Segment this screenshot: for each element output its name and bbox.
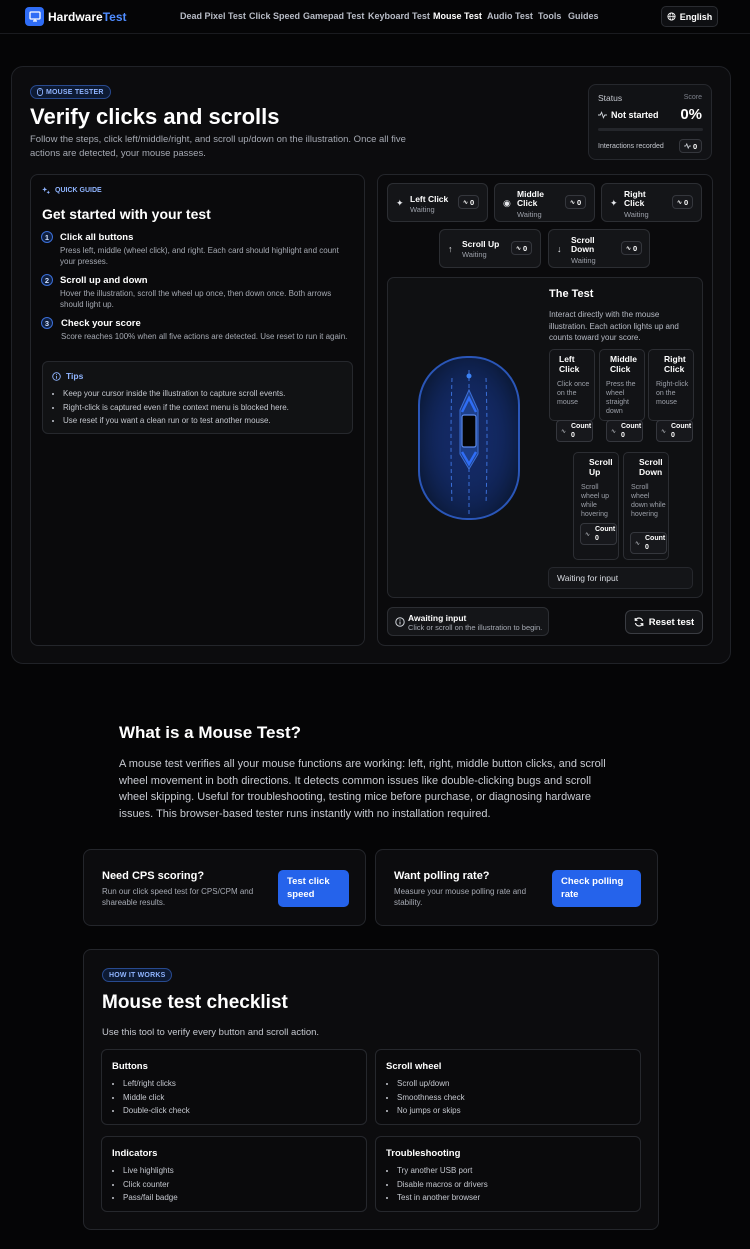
cta-desc: Run our click speed test for CPS/CPM and shareable results. bbox=[102, 887, 254, 907]
activity-icon bbox=[598, 111, 607, 119]
tips-title: Tips bbox=[66, 371, 84, 381]
checklist-item: • Disable macros or drivers bbox=[397, 1178, 488, 1192]
badge-label: MOUSE TESTER bbox=[46, 88, 104, 96]
test-card-desc: Right-click on the mouse bbox=[656, 381, 689, 406]
checklist-items bbox=[123, 1164, 178, 1205]
nav-guides[interactable]: Guides bbox=[568, 11, 599, 21]
activity-icon: ∿ bbox=[570, 199, 576, 206]
activity-icon bbox=[684, 143, 691, 149]
nav-keyboard-test[interactable]: Keyboard Test bbox=[368, 11, 430, 21]
test-card-desc: Scroll wheel up while hovering bbox=[581, 484, 610, 518]
awaiting-title: Awaiting input bbox=[408, 613, 467, 623]
interactions-count bbox=[679, 139, 702, 153]
badge-label: HOW IT WORKS bbox=[109, 971, 166, 979]
test-description: Interact directly with the mouse illustration. Each action lights up and counts toward your score. bbox=[549, 310, 679, 343]
checklist-items bbox=[397, 1164, 488, 1205]
info-icon bbox=[395, 617, 405, 627]
test-card-desc: Click once on the mouse bbox=[557, 381, 590, 406]
checklist-subtitle: Use this tool to verify every button and scroll action. bbox=[102, 1027, 320, 1038]
test-card-title: Left Click bbox=[559, 354, 580, 374]
tip-item: • Right-click is captured even if the context menu is blocked here. bbox=[63, 401, 348, 415]
checklist-item: • Try another USB port bbox=[397, 1164, 488, 1178]
refresh-icon bbox=[634, 617, 644, 627]
step-title: Check your score bbox=[61, 318, 141, 329]
step-description: Hover the illustration, scroll the wheel up once, then down once. Both arrows should light up. bbox=[60, 289, 332, 309]
test-card-count bbox=[606, 420, 643, 442]
test-card-desc: Press the wheel straight down bbox=[606, 381, 636, 415]
action-label: Scroll Up bbox=[462, 239, 500, 249]
checklist-item: • Live highlights bbox=[123, 1164, 178, 1178]
action-count bbox=[511, 241, 532, 255]
cta-title: Need CPS scoring? bbox=[102, 870, 205, 882]
awaiting-desc: Click or scroll on the illustration to begin. bbox=[408, 623, 543, 632]
status-state bbox=[598, 110, 659, 120]
pointer-click-icon: ✦ bbox=[610, 198, 618, 208]
quick-guide-badge bbox=[42, 186, 102, 195]
checklist-title: Mouse test checklist bbox=[102, 992, 288, 1013]
checklist-item: • No jumps or skips bbox=[397, 1104, 465, 1118]
status-card bbox=[588, 84, 712, 160]
checklist-card-title: Scroll wheel bbox=[386, 1061, 442, 1072]
test-card-title: Middle Click bbox=[610, 354, 637, 374]
cta-card-cps bbox=[83, 849, 366, 926]
step-description: Score reaches 100% when all five actions are detected. Use reset to run it again. bbox=[61, 332, 348, 341]
checklist-item: • Click counter bbox=[123, 1178, 178, 1192]
checklist-items bbox=[123, 1077, 190, 1118]
about-body: A mouse test verifies all your mouse functions are working: left, right, middle button clicks, and scroll wheel movement in both directions. It detects common issues like double-clicking bugs and scroll wheel skipping. Useful for troubleshooting, testing mice before purchase, or diagnosing hardware issues. This browser-based tester runs instantly with no installation required. bbox=[119, 758, 606, 820]
activity-icon: ∿ bbox=[516, 245, 522, 252]
count-label: Count bbox=[571, 423, 592, 430]
test-card-left-click bbox=[549, 349, 595, 421]
action-card-scroll-down bbox=[548, 229, 650, 268]
count-value: 0 bbox=[621, 432, 625, 439]
action-state: Waiting bbox=[624, 210, 649, 219]
language-selector[interactable] bbox=[661, 6, 718, 27]
checklist-item: • Middle click bbox=[123, 1091, 190, 1105]
test-card-count bbox=[580, 523, 617, 545]
brand-logo[interactable] bbox=[48, 10, 127, 24]
test-card-middle-click bbox=[599, 349, 645, 421]
checklist-item: • Left/right clicks bbox=[123, 1077, 190, 1091]
tips-box bbox=[42, 361, 353, 434]
nav-audio-test[interactable]: Audio Test bbox=[487, 11, 533, 21]
nav-dead-pixel-test[interactable]: Dead Pixel Test bbox=[180, 11, 246, 21]
action-state: Waiting bbox=[410, 205, 435, 214]
cta-desc: Measure your mouse polling rate and stability. bbox=[394, 887, 527, 907]
action-count bbox=[672, 195, 693, 209]
nav-mouse-test[interactable]: Mouse Test bbox=[433, 11, 482, 21]
checklist-card-buttons bbox=[101, 1049, 367, 1125]
quick-guide-badge-label: QUICK GUIDE bbox=[55, 187, 102, 194]
checklist-card-troubleshooting bbox=[375, 1136, 641, 1212]
info-icon bbox=[52, 372, 61, 381]
how-it-works-badge bbox=[102, 968, 172, 982]
brand-name-accent: Test bbox=[102, 10, 127, 24]
action-count-value: 0 bbox=[523, 243, 528, 253]
step-description: Press left, middle (wheel click), and right. Each card should highlight and count your presses. bbox=[60, 246, 339, 266]
activity-icon: ∿ bbox=[626, 245, 632, 252]
checklist-item: • Double-click check bbox=[123, 1104, 190, 1118]
action-card-right-click bbox=[601, 183, 702, 222]
top-navigation-bar bbox=[0, 0, 750, 34]
score-label: Score bbox=[683, 94, 702, 101]
count-value: 0 bbox=[671, 432, 675, 439]
checklist-card-title: Indicators bbox=[112, 1148, 158, 1159]
action-count-value: 0 bbox=[577, 197, 582, 207]
activity-icon: ∿ bbox=[585, 532, 591, 538]
nav-gamepad-test[interactable]: Gamepad Test bbox=[303, 11, 365, 21]
cta-title: Want polling rate? bbox=[394, 870, 490, 882]
count-value: 0 bbox=[571, 432, 575, 439]
action-label: Middle Click bbox=[517, 189, 544, 208]
test-card-right-click bbox=[648, 349, 694, 421]
test-card-title: Right Click bbox=[664, 354, 686, 374]
circle-dot-icon: ◉ bbox=[503, 198, 511, 208]
guide-title: Get started with your test bbox=[42, 206, 211, 222]
arrow-down-icon: ↓ bbox=[557, 244, 562, 254]
count-value: 0 bbox=[595, 535, 599, 542]
count-label: Count bbox=[645, 535, 666, 542]
mouse-icon bbox=[37, 88, 43, 96]
tips-header bbox=[52, 371, 83, 381]
check-polling-rate-button[interactable]: Check polling rate bbox=[552, 870, 641, 907]
activity-icon: ∿ bbox=[463, 199, 469, 206]
tip-item: • Use reset if you want a clean run or to test another mouse. bbox=[63, 414, 348, 428]
action-count bbox=[565, 195, 586, 209]
action-label: Left Click bbox=[410, 194, 449, 204]
checklist-card-title: Troubleshooting bbox=[386, 1148, 461, 1159]
action-count-value: 0 bbox=[633, 243, 638, 253]
monitor-icon[interactable] bbox=[25, 7, 44, 26]
action-card-scroll-up bbox=[439, 229, 541, 268]
count-value: 0 bbox=[645, 544, 649, 551]
test-card-title: Scroll Up bbox=[589, 457, 613, 477]
mouse-illustration[interactable] bbox=[416, 354, 522, 522]
status-state-text: Not started bbox=[611, 110, 659, 120]
action-state: Waiting bbox=[517, 210, 542, 219]
checklist-item: • Scroll up/down bbox=[397, 1077, 465, 1091]
test-card-title: Scroll Down bbox=[639, 457, 663, 477]
action-count bbox=[458, 195, 479, 209]
language-label: English bbox=[679, 11, 713, 22]
activity-icon: ∿ bbox=[661, 429, 667, 435]
action-card-middle-click bbox=[494, 183, 595, 222]
score-progress-bar bbox=[598, 128, 703, 131]
step-number: 1 bbox=[41, 231, 53, 243]
activity-icon: ∿ bbox=[611, 429, 617, 435]
brand-name: Hardware bbox=[48, 10, 103, 24]
interactions-label: Interactions recorded bbox=[598, 143, 664, 150]
action-count-value: 0 bbox=[684, 197, 689, 207]
nav-tools[interactable]: Tools bbox=[538, 11, 562, 21]
count-label: Count bbox=[595, 526, 616, 533]
step-title: Click all buttons bbox=[60, 232, 134, 243]
awaiting-input-box bbox=[387, 607, 549, 636]
checklist-card-scroll-wheel bbox=[375, 1049, 641, 1125]
checklist-item: • Smoothness check bbox=[397, 1091, 465, 1105]
checklist-item: • Test in another browser bbox=[397, 1191, 488, 1205]
action-state: Waiting bbox=[571, 256, 596, 265]
step-number: 2 bbox=[41, 274, 53, 286]
arrow-up-icon: ↑ bbox=[448, 244, 453, 254]
test-title: The Test bbox=[549, 288, 594, 300]
tips-list bbox=[63, 387, 348, 428]
page-title: Verify clicks and scrolls bbox=[30, 104, 280, 129]
action-count-value: 0 bbox=[470, 197, 475, 207]
checklist-items bbox=[397, 1077, 465, 1118]
globe-icon bbox=[667, 12, 676, 21]
action-state: Waiting bbox=[462, 250, 487, 259]
test-click-speed-button[interactable]: Test click speed bbox=[278, 870, 349, 907]
reset-label: Reset test bbox=[648, 616, 695, 628]
test-card-count bbox=[630, 532, 667, 554]
step-number: 3 bbox=[41, 317, 53, 329]
activity-icon: ∿ bbox=[635, 541, 641, 547]
score-value: 0% bbox=[680, 106, 702, 123]
action-card-left-click bbox=[387, 183, 488, 222]
sparkles-icon bbox=[42, 186, 51, 195]
step-title: Scroll up and down bbox=[60, 275, 148, 286]
reset-test-button[interactable] bbox=[625, 610, 703, 634]
tip-item: • Keep your cursor inside the illustration to capture scroll events. bbox=[63, 387, 348, 401]
activity-icon: ∿ bbox=[677, 199, 683, 206]
cta-card-polling bbox=[375, 849, 658, 926]
interactions-count-value: 0 bbox=[693, 141, 698, 151]
checklist-card-title: Buttons bbox=[112, 1061, 148, 1072]
test-card-count bbox=[656, 420, 693, 442]
count-label: Count bbox=[621, 423, 642, 430]
mouse-tester-badge bbox=[30, 85, 111, 99]
action-count bbox=[621, 241, 642, 255]
pointer-click-icon: ✦ bbox=[396, 198, 404, 208]
action-label: Right Click bbox=[624, 189, 646, 208]
status-label: Status bbox=[598, 93, 623, 103]
about-title: What is a Mouse Test? bbox=[119, 723, 301, 742]
checklist-item: • Pass/fail badge bbox=[123, 1191, 178, 1205]
count-label: Count bbox=[671, 423, 692, 430]
nav-click-speed[interactable]: Click Speed bbox=[249, 11, 301, 21]
waiting-status: Waiting for input bbox=[548, 567, 693, 589]
page-subtitle: Follow the steps, click left/middle/right, and scroll up/down on the illustration. Once all five actions are detected, your mouse passes. bbox=[30, 134, 406, 159]
test-card-count bbox=[556, 420, 593, 442]
activity-icon: ∿ bbox=[561, 429, 567, 435]
action-label: Scroll Down bbox=[571, 235, 595, 254]
test-card-desc: Scroll wheel down while hovering bbox=[631, 484, 666, 518]
checklist-card-indicators bbox=[101, 1136, 367, 1212]
